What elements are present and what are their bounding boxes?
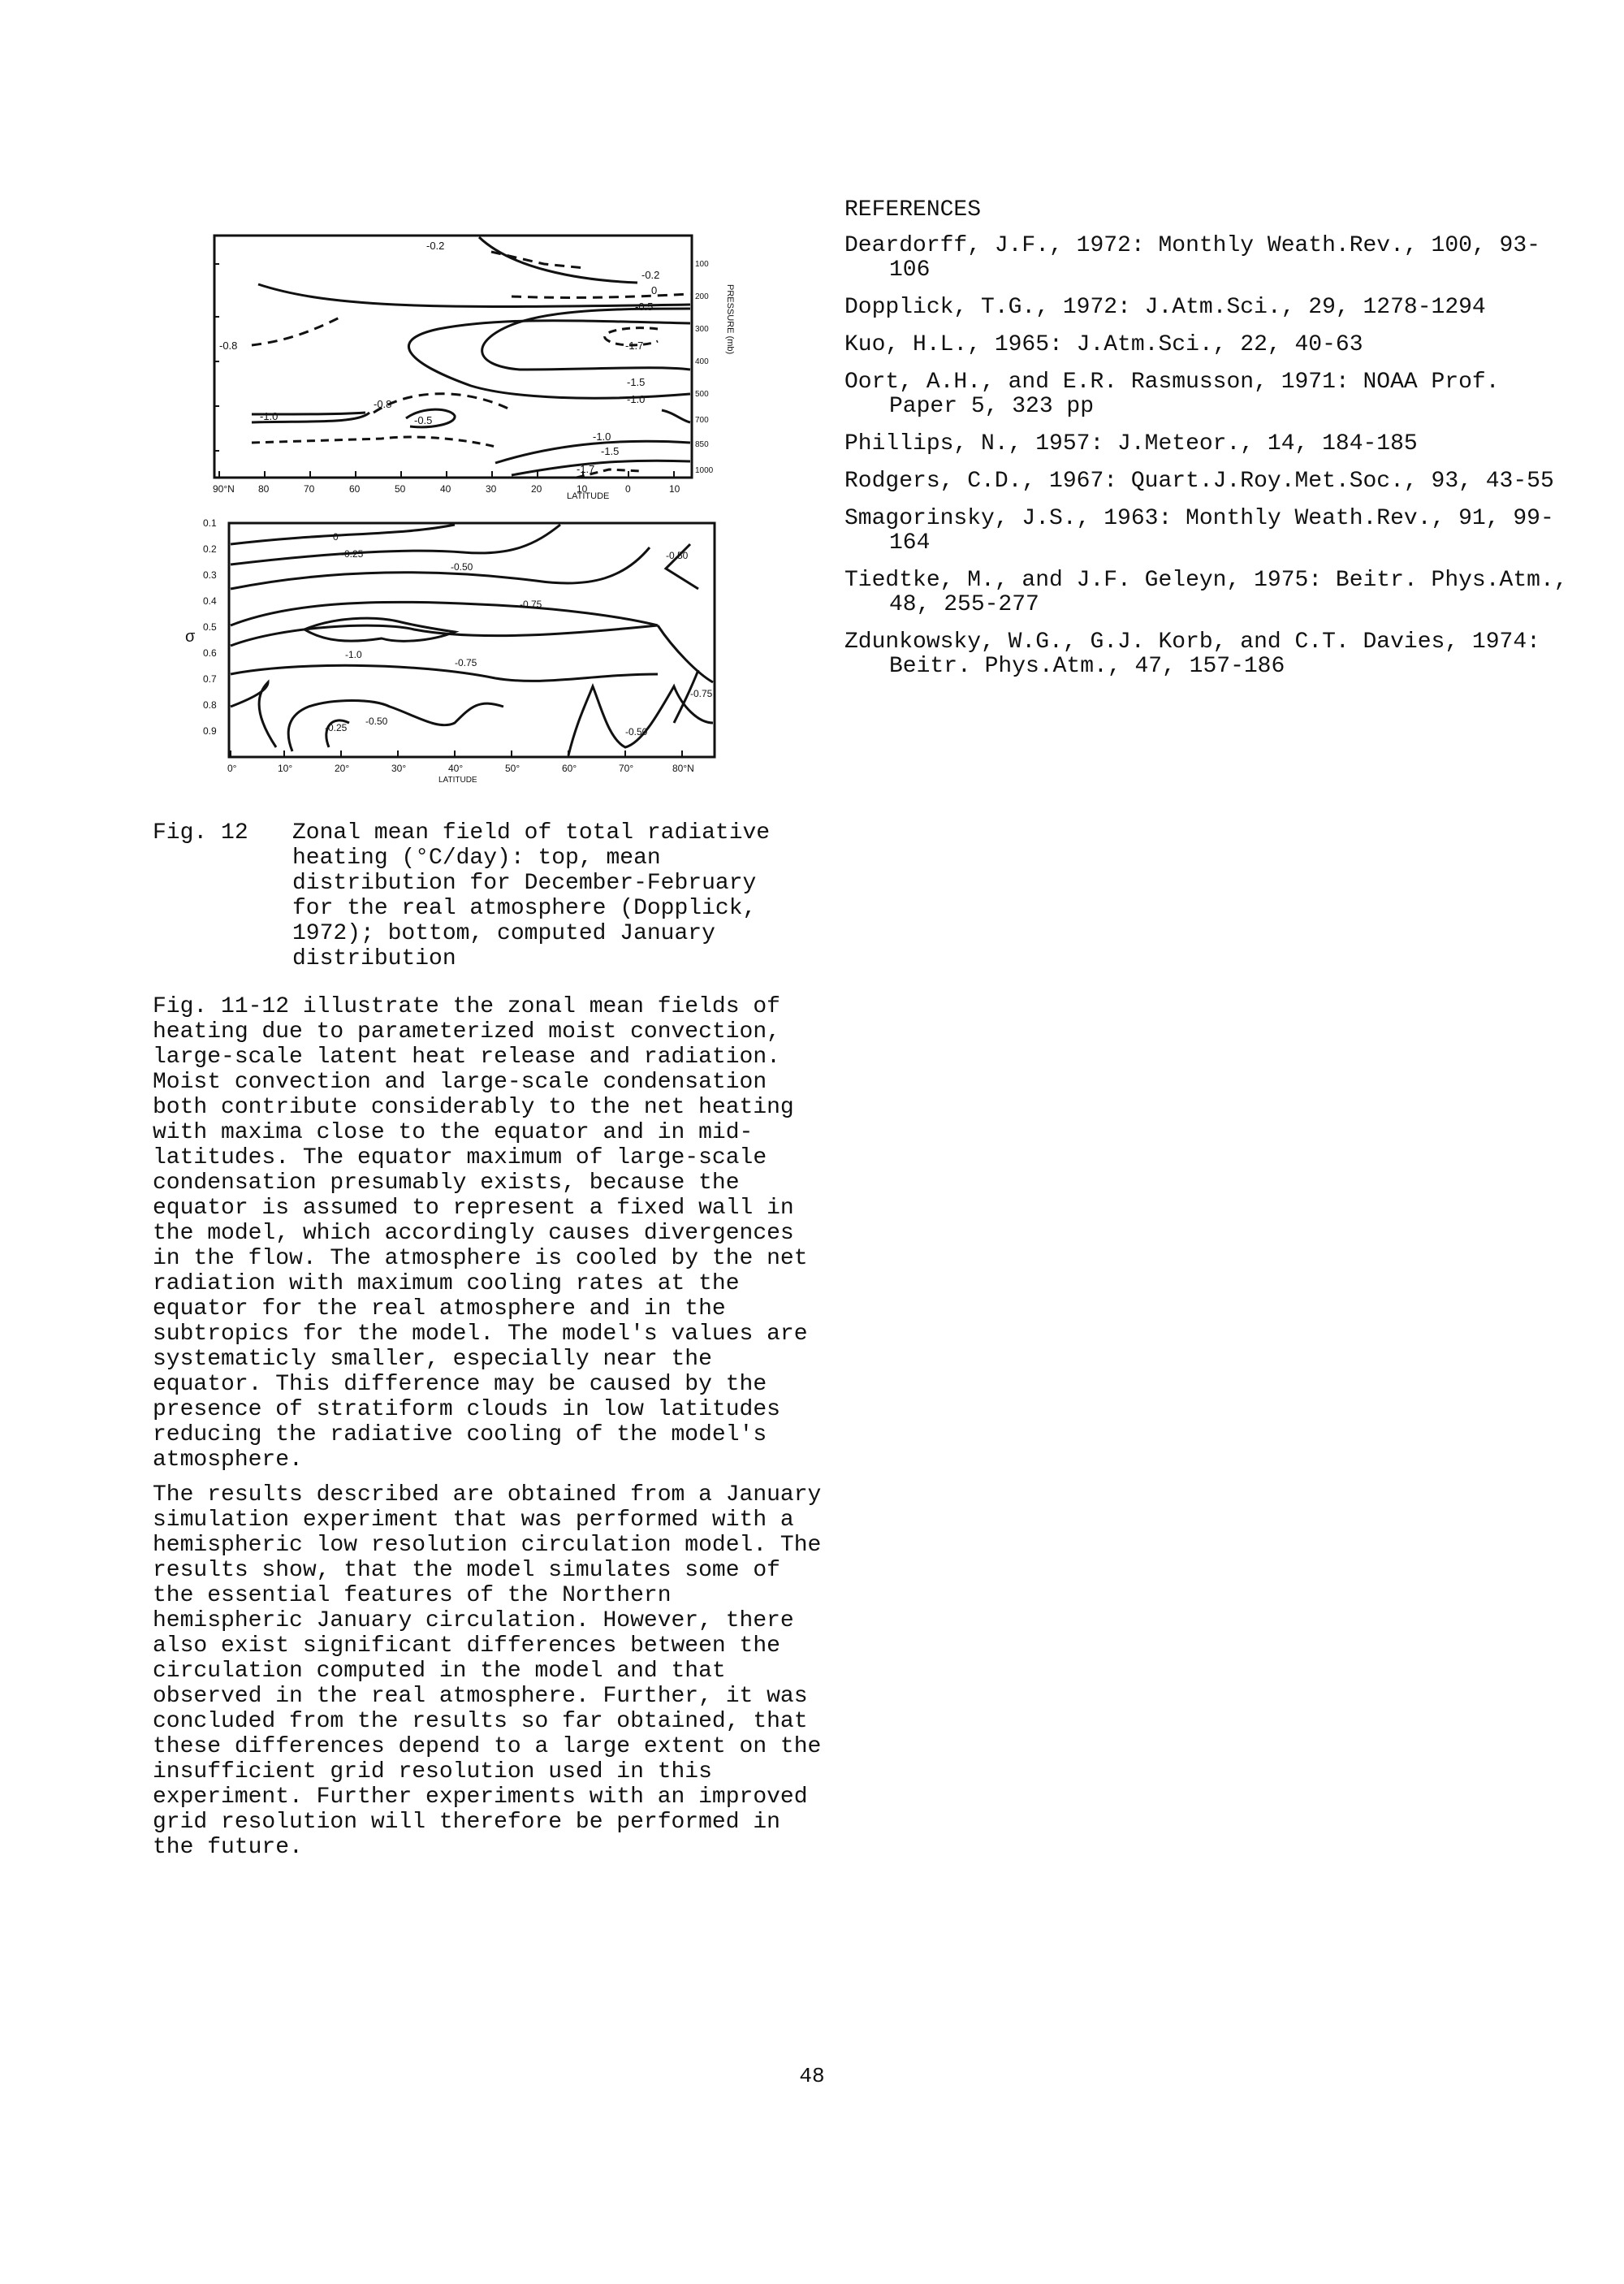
- top-x-tick: 40: [440, 483, 451, 495]
- top-y-ticks: [695, 260, 714, 475]
- bottom-contour-label: -0.75: [520, 599, 542, 610]
- bottom-x-tick: 80°N: [672, 763, 694, 774]
- top-y-tick: 850: [695, 440, 709, 449]
- bottom-x-tick: 0°: [227, 763, 237, 774]
- contour-line: [231, 525, 560, 565]
- figure-12-svg: [171, 219, 788, 788]
- bottom-contour-label: -0.25: [325, 722, 348, 733]
- bottom-y-tick: 0.7: [203, 673, 217, 685]
- top-y-tick: 200: [695, 292, 709, 301]
- contour-line: [288, 701, 503, 752]
- caption-text: Zonal mean field of total radiative heating (°C/day): top, mean distribution for December-February for the real atmosphere (Dopplick, 1972); bottom, computed January distribution: [292, 820, 771, 971]
- top-x-tick: 90°N: [213, 483, 235, 495]
- body-paragraph: Fig. 11-12 illustrate the zonal mean fields of heating due to parameterized moist convection, large-scale latent heat release and radiation. Moist convection and large-scale condensation both contribute considerably to the net heating with maxima close to the equator and in mid-latitudes. The equator maximum of large-scale condensation presumably exists, because the equator is assumed to represent a fixed wall in the model, which accordingly causes divergences in the flow. The atmosphere is cooled by the net radiation with maximum cooling rates at the equator for the real atmosphere and in the subtropics for the model. The model's values are systematicly smaller, especially near the equator. This difference may be caused by the presence of stratiform clouds in low latitudes reducing the radiative cooling of the model's atmosphere.: [153, 994, 808, 1473]
- contour-line: [658, 625, 713, 682]
- bottom-contour-label: 0: [333, 531, 339, 543]
- top-contour-label: -1.0: [593, 430, 611, 443]
- bottom-contour-label: -0.75: [455, 657, 477, 668]
- contour-line: [231, 682, 276, 747]
- top-contour-label: -0.2: [426, 240, 445, 252]
- contour-line: [252, 317, 341, 345]
- reference-item: Phillips, N., 1957: J.Meteor., 14, 184-185: [844, 431, 1418, 456]
- top-contour-label: -1.5: [627, 376, 646, 388]
- top-y-tick: 400: [695, 357, 709, 366]
- top-contour-label: -1.0: [260, 410, 279, 422]
- bottom-x-tick: 20°: [335, 763, 350, 774]
- contour-line: [231, 547, 650, 589]
- bottom-contour-label: -1.0: [345, 649, 362, 660]
- bottom-x-tick: 30°: [391, 763, 407, 774]
- top-x-tick: 20: [531, 483, 542, 495]
- top-x-tick: 80: [258, 483, 270, 495]
- top-y-tick: 500: [695, 390, 709, 399]
- bottom-y-axis-label: σ: [185, 628, 196, 646]
- bottom-panel-frame: [229, 523, 715, 757]
- body-text: [153, 994, 827, 1870]
- caption-label: Fig. 12: [153, 820, 248, 846]
- bottom-contour-label: -0.50: [365, 716, 388, 727]
- bottom-panel: [229, 523, 715, 757]
- contour-line: [231, 665, 658, 681]
- bottom-x-tick: 10°: [278, 763, 293, 774]
- references-heading: REFERENCES: [844, 197, 982, 223]
- top-contour-label: -1.0: [627, 393, 646, 405]
- top-contour-label: -0.8: [219, 340, 238, 352]
- bottom-x-tick: 50°: [505, 763, 520, 774]
- references: [844, 198, 1575, 692]
- contour-line: [252, 437, 495, 447]
- bottom-contour-label: -0.50: [666, 550, 689, 561]
- top-x-ticks: [213, 483, 680, 495]
- top-y-tick: 700: [695, 416, 709, 425]
- bottom-y-tick: 0.8: [203, 699, 217, 711]
- reference-item: Oort, A.H., and E.R. Rasmusson, 1971: NOAA Prof. Paper 5, 323 pp: [844, 370, 1500, 419]
- bottom-x-tick: 60°: [562, 763, 577, 774]
- top-x-tick: 60: [349, 483, 361, 495]
- bottom-x-ticks: [227, 763, 694, 774]
- contour-line: [662, 410, 690, 422]
- contour-line: [408, 321, 690, 398]
- top-y-tick: 1000: [695, 466, 714, 475]
- top-x-tick: 70: [304, 483, 315, 495]
- bottom-y-tick: 0.6: [203, 647, 217, 659]
- contour-line: [304, 618, 455, 641]
- top-x-tick: 10: [577, 483, 588, 495]
- top-x-tick: 30: [486, 483, 497, 495]
- reference-item: Zdunkowsky, W.G., G.J. Korb, and C.T. Davies, 1974: Beitr. Phys.Atm., 47, 157-186: [844, 629, 1540, 679]
- bottom-y-tick: 0.2: [203, 543, 217, 555]
- top-x-tick: 10: [669, 483, 680, 495]
- body-paragraph: The results described are obtained from a January simulation experiment that was performed with a hemispheric low resolution circulation model. The results show, that the model simulates some of the essential features of the Northern hemispheric January circulation. However, there also exist significant differences between the circulation computed in the model and that observed in the real atmosphere. Further, it was concluded from the results so far obtained, that these differences depend to a large extent on the insufficient grid resolution used in this experiment. Further experiments with an improved grid resolution will therefore be performed in the future.: [153, 1482, 822, 1860]
- figure-12: [171, 219, 788, 788]
- contour-line: [231, 525, 455, 544]
- reference-item: Dopplick, T.G., 1972: J.Atm.Sci., 29, 1278-1294: [844, 295, 1486, 320]
- bottom-y-ticks: [203, 517, 217, 737]
- top-contour-label: 0: [651, 284, 658, 296]
- top-y-axis-label: PRESSURE (mb): [725, 284, 735, 355]
- reference-item: Kuo, H.L., 1965: J.Atm.Sci., 22, 40-63: [844, 332, 1363, 357]
- bottom-y-tick: 0.3: [203, 569, 217, 581]
- top-contour-label: -1.7: [577, 463, 595, 475]
- top-y-tick: 100: [695, 260, 709, 269]
- bottom-x-tick: 70°: [619, 763, 634, 774]
- top-contour-label: -0.5: [635, 301, 654, 313]
- bottom-x-tick: 40°: [448, 763, 464, 774]
- bottom-y-tick: 0.4: [203, 595, 217, 607]
- top-contour-label: -0.8: [374, 398, 392, 410]
- reference-item: Deardorff, J.F., 1972: Monthly Weath.Rev., 100, 93-106: [844, 233, 1540, 283]
- contour-line: [479, 237, 637, 283]
- bottom-contour-label: -0.25: [341, 548, 364, 560]
- bottom-y-tick: 0.5: [203, 621, 217, 633]
- top-panel: [214, 236, 692, 478]
- contour-line: [258, 284, 690, 306]
- bottom-y-tick: 0.9: [203, 725, 217, 737]
- top-x-tick: 0: [625, 483, 631, 495]
- top-contour-label: -0.5: [414, 414, 433, 426]
- bottom-x-axis-label: LATITUDE: [438, 776, 477, 785]
- contour-line: [482, 309, 690, 370]
- top-x-tick: 50: [395, 483, 406, 495]
- bottom-y-tick: 0.1: [203, 517, 217, 529]
- contour-line: [512, 294, 690, 297]
- bottom-contour-label: -0.50: [451, 561, 473, 573]
- bottom-contour-label: -0.75: [690, 688, 713, 699]
- bottom-contour-label: -0.50: [625, 726, 648, 738]
- top-y-tick: 300: [695, 325, 709, 334]
- top-contour-labels: [219, 240, 659, 475]
- top-contour-label: -1.5: [601, 445, 620, 457]
- reference-item: Smagorinsky, J.S., 1963: Monthly Weath.Rev., 91, 99-164: [844, 506, 1554, 556]
- top-contour-label: -1.7: [625, 340, 644, 352]
- contour-line: [231, 602, 658, 625]
- reference-item: Tiedtke, M., and J.F. Geleyn, 1975: Beitr. Phys.Atm., 48, 255-277: [844, 568, 1568, 617]
- page-number: 48: [799, 2064, 825, 2088]
- top-contour-label: -0.2: [641, 269, 660, 281]
- reference-item: Rodgers, C.D., 1967: Quart.J.Roy.Met.Soc., 93, 43-55: [844, 469, 1554, 494]
- top-x-axis-label: LATITUDE: [567, 491, 610, 501]
